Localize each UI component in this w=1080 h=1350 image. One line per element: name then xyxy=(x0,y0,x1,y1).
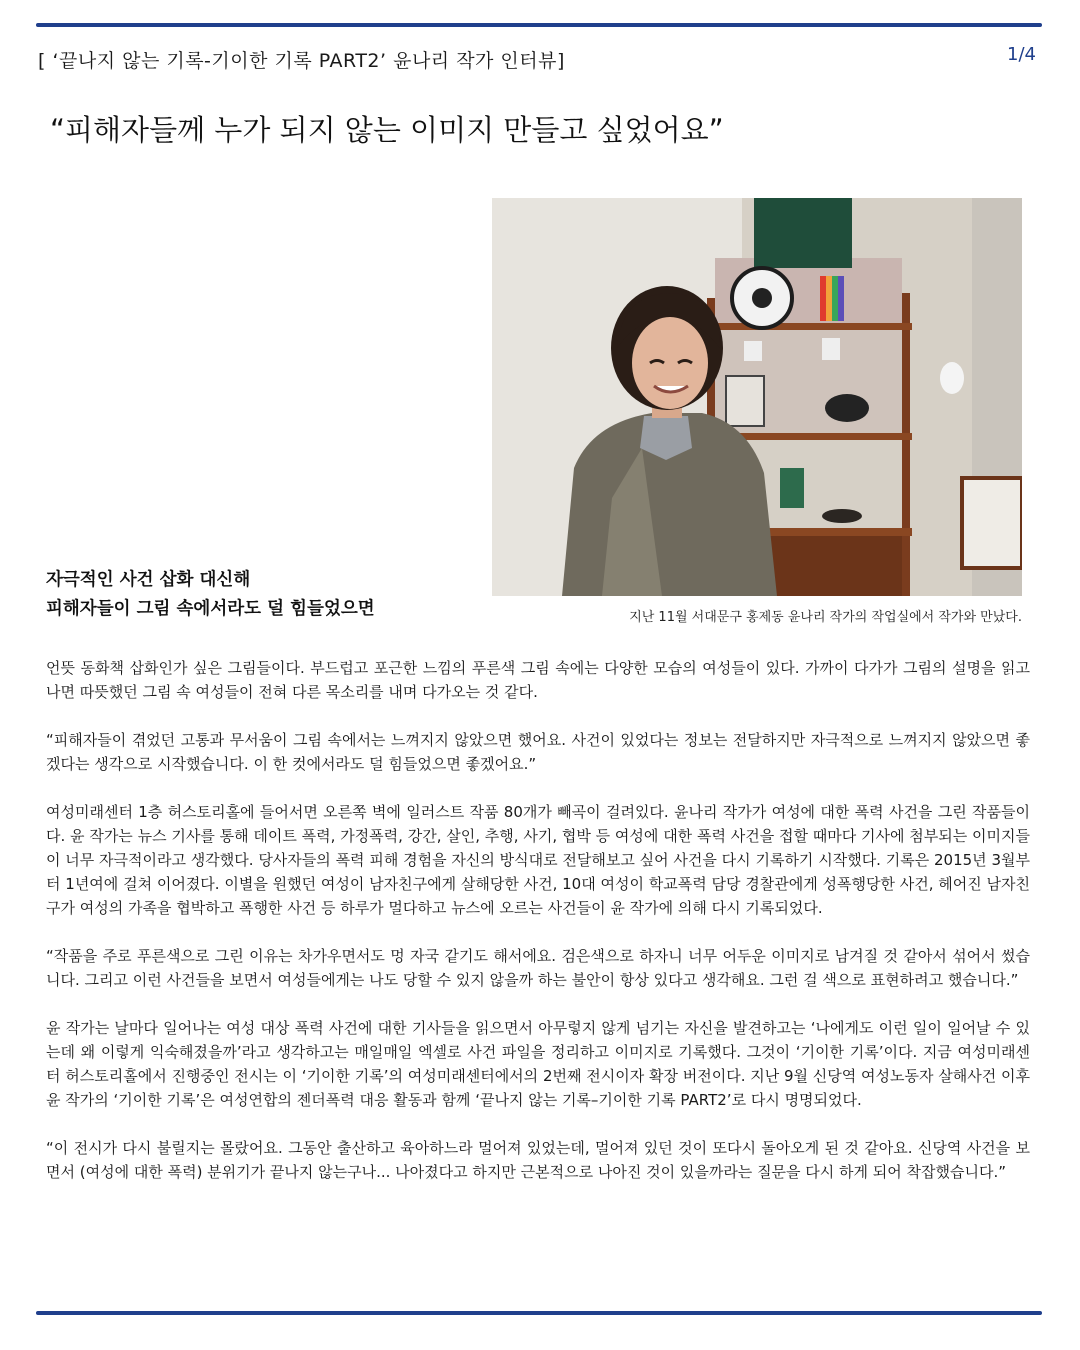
photo-caption: 지난 11월 서대문구 홍제동 윤나리 작가의 작업실에서 작가와 만났다. xyxy=(629,610,1022,625)
interview-photo xyxy=(492,198,1022,596)
subheading-line-2: 피해자들이 그림 속에서라도 덜 힘들었으면 xyxy=(46,599,375,619)
subheading xyxy=(46,566,375,624)
top-divider xyxy=(36,23,1042,27)
series-title: [ ‘끝나지 않는 기록-기이한 기록 PART2’ 윤나리 작가 인터뷰] xyxy=(38,50,565,72)
page-number: 1/4 xyxy=(1007,44,1036,65)
bottom-divider xyxy=(36,1311,1042,1315)
article-body xyxy=(46,656,1030,1208)
paragraph: 언뜻 동화책 삽화인가 싶은 그림들이다. 부드럽고 포근한 느낌의 푸른색 그림 속에는 다양한 모습의 여성들이 있다. 가까이 다가가 그림의 설명을 읽고 나면 따뜻했던 그림 속 여성들이 전혀 다른 목소리를 내며 다가오는 것 같다. xyxy=(46,659,1030,701)
subheading-line-1: 자극적인 사건 삽화 대신해 xyxy=(46,570,251,590)
paragraph: 윤 작가는 날마다 일어나는 여성 대상 폭력 사건에 대한 기사들을 읽으면서 아무렇지 않게 넘기는 자신을 발견하고는 ‘나에게도 이런 일이 일어날 수 있는데 왜 이렇게 익숙해졌을까’라고 생각하고는 매일매일 엑셀로 사건 파일을 정리하고 이미지로 기록했다. 그것이 ‘기이한 기록’이다. 지금 여성미래센터 허스토리홀에서 진행중인 전시는 이 ‘기이한 기록’의 여성미래센터에서의 2번째 전시이자 확장 버전이다. 지난 9월 신당역 여성노동자 살해사건 이후 윤 작가의 ‘기이한 기록’은 여성연합의 젠더폭력 대응 활동과 함께 ‘끝나지 않는 기록–기이한 기록 PART2’로 다시 명명되었다. xyxy=(46,1019,1030,1109)
paragraph: “피해자들이 겪었던 고통과 무서움이 그림 속에서는 느껴지지 않았으면 했어요. 사건이 있었다는 정보는 전달하지만 자극적으로 느껴지지 않았으면 좋겠다는 생각으로 시작했습니다. 이 한 컷에서라도 덜 힘들었으면 좋겠어요.” xyxy=(46,731,1030,773)
paragraph: “작품을 주로 푸른색으로 그린 이유는 차가우면서도 멍 자국 같기도 해서에요. 검은색으로 하자니 너무 어두운 이미지로 남겨질 것 같아서 섞어서 썼습니다. 그리고 이런 사건들을 보면서 여성들에게는 나도 당할 수 있지 않을까 하는 불안이 항상 있다고 생각해요. 그런 걸 색으로 표현하려고 했습니다.” xyxy=(46,947,1030,989)
paragraph: “이 전시가 다시 불릴지는 몰랐어요. 그동안 출산하고 육아하느라 멀어져 있었는데, 멀어져 있던 것이 또다시 돌아오게 된 것 같아요. 신당역 사건을 보면서 (여성에 대한 폭력) 분위기가 끝나지 않는구나... 나아졌다고 하지만 근본적으로 나아진 것이 있을까라는 질문을 다시 하게 되어 착잡했습니다.” xyxy=(46,1139,1030,1181)
headline: “피해자들께 누가 되지 않는 이미지 만들고 싶었어요” xyxy=(50,113,724,147)
paragraph: 여성미래센터 1층 허스토리홀에 들어서면 오른쪽 벽에 일러스트 작품 80개가 빼곡이 걸려있다. 윤나리 작가가 여성에 대한 폭력 사건을 그린 작품들이다. 윤 작가는 뉴스 기사를 통해 데이트 폭력, 가정폭력, 강간, 살인, 추행, 사기, 협박 등 여성에 대한 폭력 사건을 접할 때마다 기사에 첨부되는 이미지들이 너무 자극적이라고 생각했다. 당사자들의 폭력 피해 경험을 자신의 방식대로 전달해보고 싶어 사건을 다시 기록하기 시작했다. 기록은 2015년 3월부터 1년여에 걸쳐 이어졌다. 이별을 원했던 여성이 남자친구에게 살해당한 사건, 10대 여성이 학교폭력 담당 경찰관에게 성폭행당한 사건, 헤어진 남자친구가 여성의 가족을 협박하고 폭행한 사건 등 하루가 멀다하고 뉴스에 오르는 사건들이 윤 작가에 의해 다시 기록되었다. xyxy=(46,803,1030,917)
